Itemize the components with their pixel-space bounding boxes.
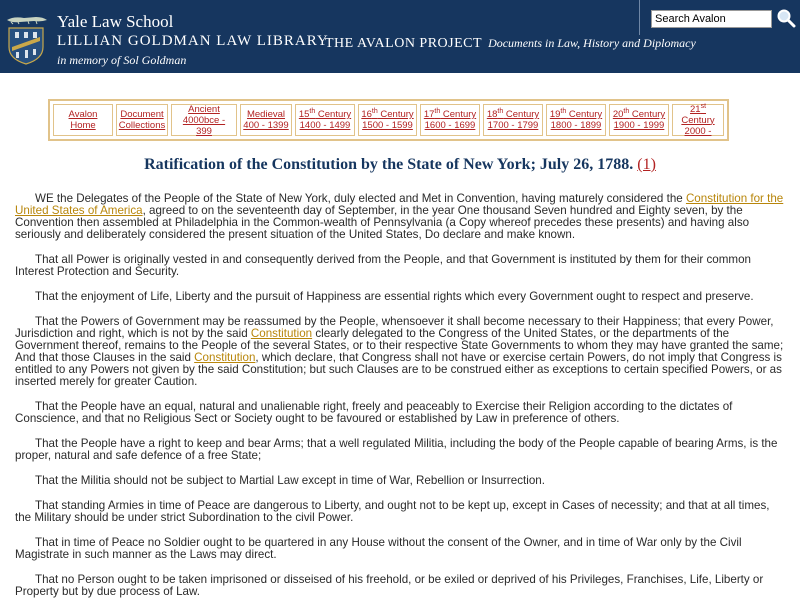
nav-label: Avalon Home [68, 109, 98, 131]
nav-label: Medieval 400 - 1399 [243, 109, 289, 131]
nav-17th-century[interactable] [420, 104, 480, 136]
nav-15th-century[interactable] [295, 104, 355, 136]
era-navigation [48, 99, 729, 141]
footnote-link[interactable]: (1) [637, 156, 656, 173]
page-title [0, 156, 800, 174]
paragraph: That the People have an equal, natural and unalienable right, freely and peaceably to Exercise their Religion according to the dictates of Conscience, and that no Religious Sect or Society ought to be favoured or established by Law in preference of others. [15, 400, 733, 425]
paragraph: That the People have a right to keep and bear Arms; that a well regulated Militia, including the body of the People capable of bearing Arms, is the proper, natural and safe defence of a free State; [15, 437, 778, 462]
nav-label: 18th Century 1700 - 1799 [486, 107, 540, 131]
nav-label: 16th Century 1500 - 1599 [361, 107, 414, 131]
paragraph: That all Power is originally vested in and consequently derived from the People, and that Government is instituted by them for their common Interest Protection and Security. [15, 253, 751, 278]
paragraph: That the enjoyment of Life, Liberty and the pursuit of Happiness are essential rights which every Government ought to respect and preserve. [35, 290, 754, 303]
paragraph: That no Person ought to be taken imprisoned or disseised of his freehold, or be exiled or deprived of his Privileges, Franchises, Life, Liberty or Property but by due process of Law. [15, 573, 764, 598]
project-name[interactable]: THE AVALON PROJECT [325, 36, 483, 51]
nav-document-collections[interactable] [116, 104, 168, 136]
project-title[interactable] [325, 36, 696, 52]
search-icon[interactable] [776, 8, 796, 28]
search-input[interactable] [651, 10, 772, 28]
school-name[interactable]: Yale Law School [57, 12, 174, 31]
memorial-text: in memory of Sol Goldman [57, 53, 187, 67]
crocodile-icon [6, 14, 48, 25]
project-tagline: Documents in Law, History and Diplomacy [488, 36, 696, 50]
nav-19th-century[interactable] [546, 104, 606, 136]
nav-label: Document Collections [118, 109, 166, 131]
library-name[interactable]: LILLIAN GOLDMAN LAW LIBRARY [57, 33, 329, 49]
paragraph: That the Militia should not be subject to Martial Law except in time of War, Rebellion or Insurrection. [35, 474, 545, 487]
title-text: Ratification of the Constitution by the State of New York; July 26, 1788. [144, 156, 634, 173]
header-divider [639, 0, 640, 35]
paragraph: That in time of Peace no Soldier ought to be quartered in any House without the consent of the Owner, and in time of War only by the Civil Magistrate in such manner as the Laws may direct. [15, 536, 742, 561]
document-body [15, 193, 787, 611]
nav-21st-century[interactable] [672, 104, 724, 136]
yale-shield-icon [8, 27, 44, 65]
nav-label: 17th Century 1600 - 1699 [423, 107, 477, 131]
site-header [0, 0, 800, 73]
nav-label: 19th Century 1800 - 1899 [549, 107, 603, 131]
constitution-link[interactable]: Constitution for the United States of America [15, 192, 784, 217]
paragraph: WE the Delegates of the People of the State of New York, duly elected and Met in Convention, having maturely considered the Constitution for the United States of America, agreed to on the seventeenth day of September, in the year One thousand Seven hundred and Eighty seven, by the Convention then assembled at Philadelphia in the Common-wealth of Pennsylvania (a Copy whereof precedes these presents) and having also seriously and deliberately considered the present situation of the United States, Do declare and make known. [15, 192, 784, 241]
nav-ancient[interactable] [171, 104, 237, 136]
nav-16th-century[interactable] [358, 104, 417, 136]
nav-medieval[interactable] [240, 104, 292, 136]
nav-18th-century[interactable] [483, 104, 543, 136]
nav-label: 21st Century 2000 - [681, 102, 715, 137]
constitution-link[interactable]: Constitution [250, 327, 313, 340]
nav-label: Ancient 4000bce - 399 [182, 103, 226, 137]
paragraph: That standing Armies in time of Peace are dangerous to Liberty, and ought not to be kept up, except in Cases of necessity; and that at all times, the Military should be under strict Subordination to the civil Power. [15, 499, 770, 524]
nav-20th-century[interactable] [609, 104, 669, 136]
nav-label: 20th Century 1900 - 1999 [612, 107, 666, 131]
constitution-link[interactable]: Constitution [194, 351, 256, 364]
nav-label: 15th Century 1400 - 1499 [298, 107, 352, 131]
nav-avalon-home[interactable] [53, 104, 113, 136]
paragraph: That the Powers of Government may be reassumed by the People, whensoever it shall become necessary to their Happiness; that every Power, Jurisdiction and right, which is not by the said Constitution clearly delegated to the Congress of the United States, or the departments of the Government thereof, remains to the People of the several States, or to their respective State Governments to whom they may have granted the same; And that those Clauses in the said Constitution, which declare, that Congress shall not have or exercise certain Powers, do not imply that Congress is entitled to any Powers not given by the said Constitution; but such Clauses are to be construed either as exceptions to certain specified Powers, or as inserted merely for greater Caution. [15, 315, 784, 388]
